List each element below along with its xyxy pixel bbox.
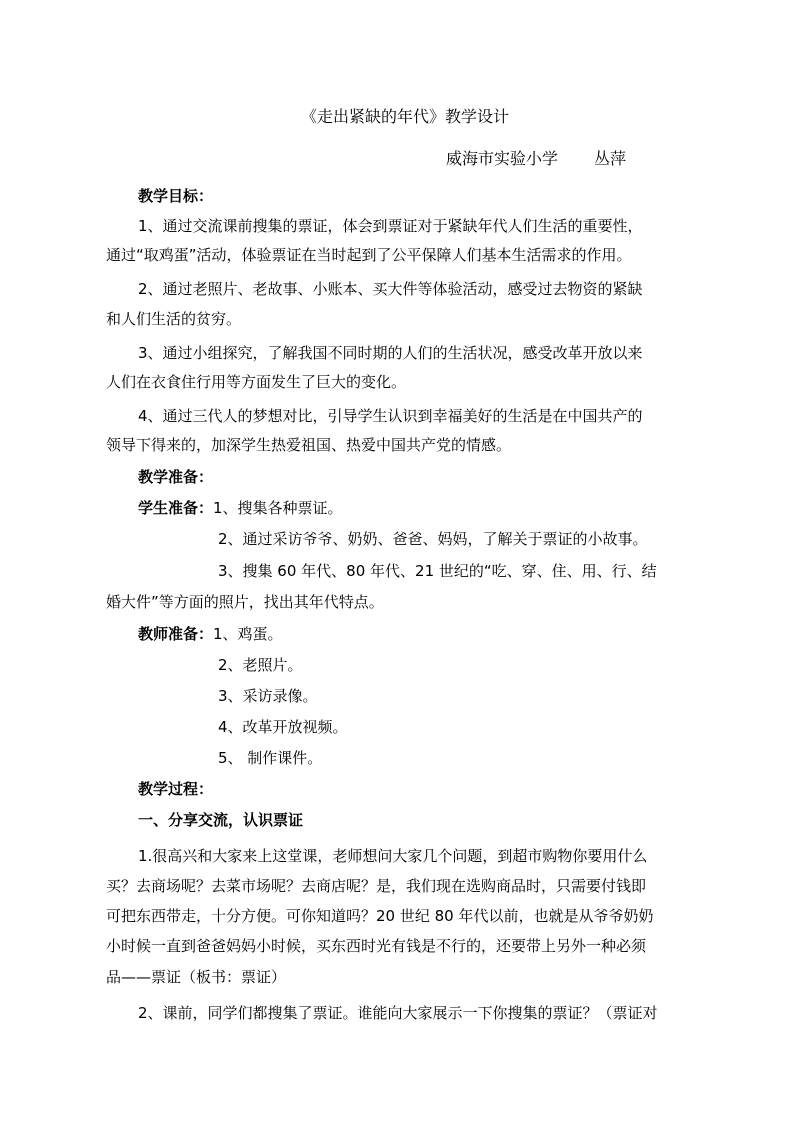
teacher-prep-label: 教师准备： <box>138 625 214 643</box>
paragraph-line: 2、通过老照片、老故事、小账本、买大件等体验活动，感受过去物资的紧缺 <box>138 280 643 298</box>
goals-heading: 教学目标： <box>138 187 214 205</box>
doc-title: 《走出紧缺的年代》教学设计 <box>301 107 510 126</box>
paragraph-line: 小时候一直到爸爸妈妈小时候，买东西时光有钱是不行的，还要带上另外一种必须 <box>106 937 647 955</box>
teacher-prep-line <box>138 624 283 644</box>
paragraph-line: 和人们生活的贫穷。 <box>106 310 242 328</box>
teacher-prep-item: 5、 制作课件。 <box>218 749 323 767</box>
teacher-prep-item: 4、改革开放视频。 <box>218 718 348 736</box>
author-name: 丛萍 <box>594 149 627 168</box>
prep-heading: 教学准备： <box>138 468 214 486</box>
teacher-prep-item: 2、老照片。 <box>218 656 303 674</box>
paragraph-line: 可把东西带走，十分方便。可你知道吗？20 世纪 80 年代以前，也就是从爷爷奶奶 <box>106 907 654 925</box>
section-heading: 一、分享交流，认识票证 <box>138 811 304 829</box>
paragraph-line: 品——票证（板书：票证） <box>106 968 287 986</box>
student-prep-item: 婚大件”等方面的照片，找出其年代特点。 <box>106 593 384 611</box>
student-prep-label: 学生准备： <box>138 499 214 517</box>
student-prep-item: 2、通过采访爷爷、奶奶、爸爸、妈妈，了解关于票证的小故事。 <box>218 530 648 548</box>
student-prep-item: 1、搜集各种票证。 <box>213 499 343 517</box>
teacher-prep-item: 1、鸡蛋。 <box>213 625 283 643</box>
paragraph-line: 2、课前，同学们都搜集了票证。谁能向大家展示一下你搜集的票证？（票证对 <box>138 1004 658 1022</box>
paragraph-line: 通过“取鸡蛋”活动，体验票证在当时起到了公平保障人们基本生活需求的作用。 <box>106 246 632 264</box>
paragraph-line: 1、通过交流课前搜集的票证，体会到票证对于紧缺年代人们生活的重要性， <box>138 217 643 235</box>
school-name: 威海市实验小学 <box>446 149 559 168</box>
paragraph-line: 4、通过三代人的梦想对比，引导学生认识到幸福美好的生活是在中国共产的 <box>138 407 643 425</box>
paragraph-line: 人们在衣食住行用等方面发生了巨大的变化。 <box>106 373 407 391</box>
student-prep-line <box>138 498 343 518</box>
paragraph-line: 领导下得来的，加深学生热爱祖国、热爱中国共产党的情感。 <box>106 436 512 454</box>
author-line <box>446 149 626 169</box>
process-heading: 教学过程： <box>138 780 214 798</box>
teacher-prep-item: 3、采访录像。 <box>218 687 318 705</box>
paragraph-line: 1.很高兴和大家来上这堂课，老师想问大家几个问题，到超市购物你要用什么 <box>138 847 648 865</box>
paragraph-line: 3、通过小组探究，了解我国不同时期的人们的生活状况，感受改革开放以来 <box>138 344 643 362</box>
paragraph-line: 买？去商场呢？去菜市场呢？去商店呢？是，我们现在选购商品时，只需要付钱即 <box>106 877 647 895</box>
student-prep-item: 3、搜集 60 年代、80 年代、21 世纪的“吃、穿、住、用、行、结 <box>218 562 657 580</box>
